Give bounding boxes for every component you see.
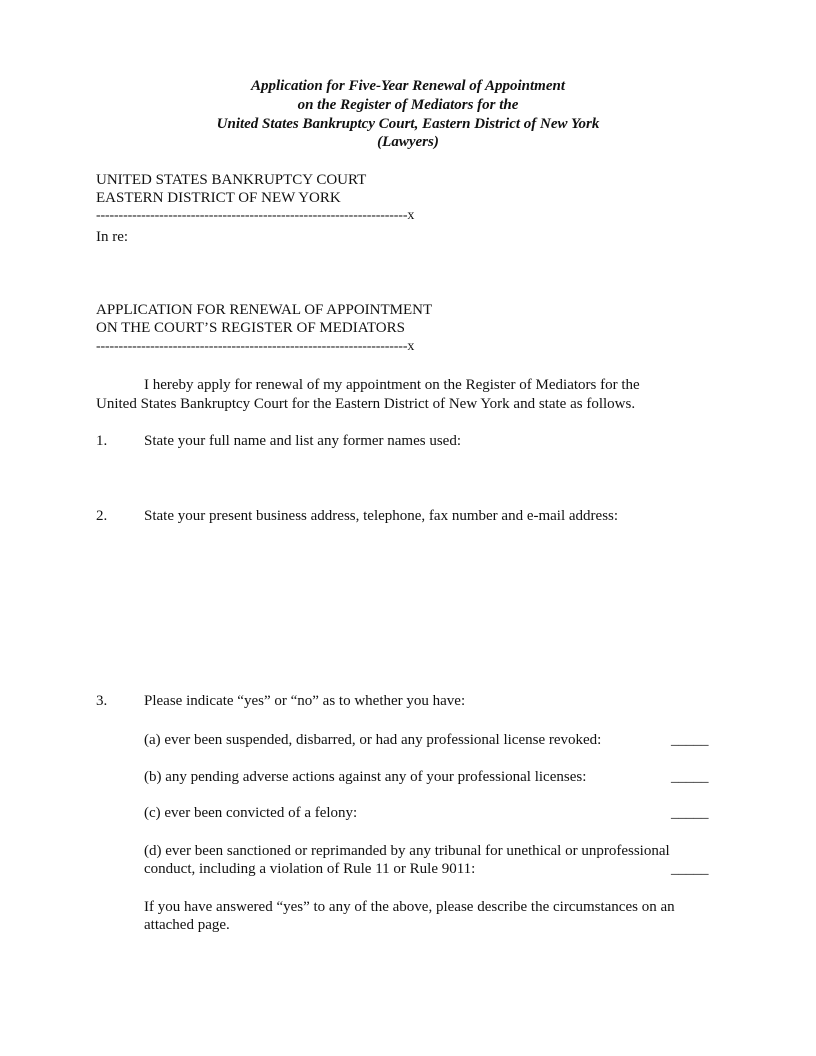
question-d-answer-blank[interactable]: _____: [671, 861, 709, 877]
followup-line-1: If you have answered “yes” to any of the above, please describe the circumstances on an: [144, 899, 675, 915]
question-d-line-2: conduct, including a violation of Rule 11 or Rule 9011:: [144, 861, 476, 877]
title-line-1: Application for Five-Year Renewal of Appointment: [250, 78, 566, 94]
intro-line-2: United States Bankruptcy Court for the Eastern District of New York and state as follows.: [96, 396, 636, 412]
question-c: (c) ever been convicted of a felony:: [144, 805, 358, 821]
question-a: (a) ever been suspended, disbarred, or had any professional license revoked:: [144, 732, 602, 748]
item-3-number: 3.: [96, 693, 108, 709]
followup-line-2: attached page.: [144, 917, 230, 933]
court-name-line-1: UNITED STATES BANKRUPTCY COURT: [96, 172, 367, 188]
question-b-answer-blank[interactable]: _____: [671, 769, 709, 785]
intro-line-1: I hereby apply for renewal of my appointment on the Register of Mediators for the: [144, 377, 640, 393]
question-d-line-1: (d) ever been sanctioned or reprimanded by any tribunal for unethical or unprofessional: [144, 843, 670, 859]
item-3-text: Please indicate “yes” or “no” as to whether you have:: [144, 693, 466, 709]
title-line-4: (Lawyers): [377, 134, 439, 150]
title-line-2: on the Register of Mediators for the: [297, 97, 519, 113]
item-2-number: 2.: [96, 508, 108, 524]
caption-divider-top: ---------------------------------------------------------------------x: [96, 208, 415, 223]
item-1-number: 1.: [96, 433, 108, 449]
caption-divider-bottom: ---------------------------------------------------------------------x: [96, 339, 415, 354]
item-2-text: State your present business address, telephone, fax number and e-mail address:: [144, 508, 619, 524]
question-a-answer-blank[interactable]: _____: [671, 732, 709, 748]
question-b: (b) any pending adverse actions against any of your professional licenses:: [144, 769, 587, 785]
court-name-line-2: EASTERN DISTRICT OF NEW YORK: [96, 190, 341, 206]
title-line-3: United States Bankruptcy Court, Eastern District of New York: [216, 116, 600, 132]
in-re-label: In re:: [96, 229, 129, 245]
caption-heading-line-1: APPLICATION FOR RENEWAL OF APPOINTMENT: [96, 302, 433, 318]
caption-heading-line-2: ON THE COURT’S REGISTER OF MEDIATORS: [96, 320, 405, 336]
item-1-text: State your full name and list any former names used:: [144, 433, 461, 449]
question-c-answer-blank[interactable]: _____: [671, 805, 709, 821]
